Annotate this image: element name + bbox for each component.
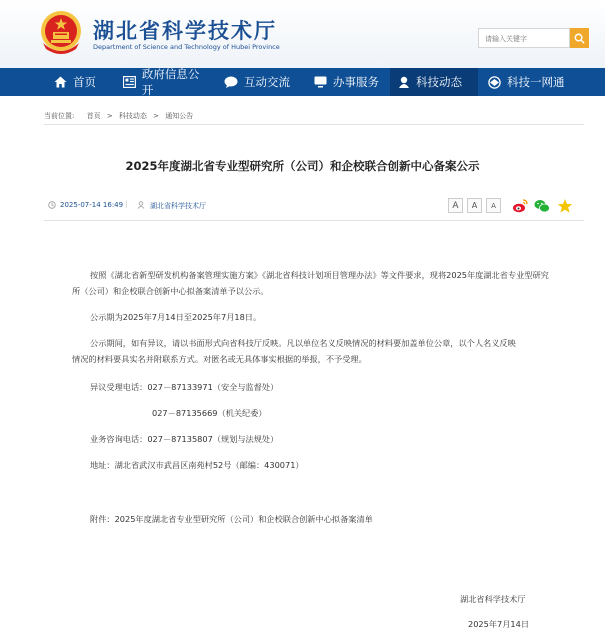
breadcrumb-separator: > (106, 112, 113, 120)
article-paragraph: 按照《湖北省新型研发机构备案管理实施方案》《湖北省科技计划项目管理办法》等文件要求，现将2025年度湖北省专业型研究所（公司）和企校联合创新中心拟备案清单予以公示。 (72, 270, 549, 296)
attachment-link[interactable]: 附件：2025年度湖北省专业型研究所（公司）和企校联合创新中心拟备案清单 (90, 514, 373, 524)
article-paragraph: 情况的材料要具实名并附联系方式。对匿名或无具体事实根据的举报，不予受理。 (72, 354, 367, 364)
breadcrumb-prefix: 当前位置: (44, 112, 75, 120)
divider (44, 124, 584, 125)
weibo-icon[interactable] (512, 198, 528, 214)
search-button[interactable] (570, 28, 589, 48)
search-input[interactable]: 请输入关键字 (478, 28, 570, 48)
nav-label: 首页 (73, 75, 96, 89)
nav-item-tech-news[interactable] (390, 68, 478, 96)
network-icon (488, 76, 501, 89)
breadcrumb (44, 111, 197, 121)
breadcrumb-item-home[interactable]: 首页 (86, 112, 101, 120)
objection-phone-2: 027－87135669（机关纪委） (152, 408, 267, 418)
consult-phone: 业务咨询电话：027－87135807（规划与法规处） (90, 434, 279, 444)
objection-phone-1: 异议受理电话：027－87133971（安全与监督处） (90, 382, 279, 392)
meta-separator: | (125, 200, 128, 208)
home-icon (54, 76, 67, 88)
font-small-button[interactable]: A (486, 198, 501, 213)
nav-item-one-network[interactable] (480, 68, 570, 96)
national-emblem-icon (38, 9, 84, 57)
nav-label: 办事服务 (333, 75, 379, 89)
nav-label: 科技动态 (416, 75, 462, 89)
clock-icon (48, 201, 56, 209)
publish-date: 2025-07-14 16:49 (60, 201, 124, 209)
nav-item-services[interactable] (306, 68, 386, 96)
divider (44, 220, 584, 221)
signature-date: 2025年7月14日 (468, 619, 530, 629)
nav-label: 科技一网通 (507, 75, 565, 89)
breadcrumb-separator: > (153, 112, 160, 120)
document-list-icon (123, 76, 136, 88)
font-medium-button[interactable]: A (467, 198, 482, 213)
nav-item-interaction[interactable] (216, 68, 296, 96)
article-source: 湖北省科学技术厅 (150, 202, 206, 210)
site-header (0, 0, 605, 68)
main-nav (0, 68, 605, 96)
wechat-icon[interactable] (534, 198, 550, 214)
article-paragraph: 公示期为2025年7月14日至2025年7月18日。 (90, 312, 262, 322)
article-paragraph: 公示期间，如有异议，请以书面形式向省科技厅反映。凡以单位名义反映情况的材料要加盖单位公章，以个人名义反映 (90, 338, 516, 348)
site-title[interactable]: 湖北省科学技术厅 (93, 19, 277, 43)
site-subtitle: Department of Science and Technology of Hubei Province (93, 43, 280, 51)
chat-bubble-icon (224, 76, 238, 88)
font-large-button[interactable]: A (448, 198, 463, 213)
star-favorite-icon[interactable] (557, 198, 573, 214)
breadcrumb-item-news[interactable]: 科技动态 (118, 112, 147, 120)
nav-label: 互动交流 (244, 75, 290, 89)
person-pin-icon (398, 76, 410, 89)
breadcrumb-item-notices[interactable]: 通知公告 (165, 112, 194, 120)
nav-item-gov-info[interactable] (115, 68, 210, 96)
article-title: 2025年度湖北省专业型研究所（公司）和企校联合创新中心备案公示 (125, 159, 480, 173)
nav-label: 政府信息公开 (141, 67, 200, 97)
address: 地址：湖北省武汉市武昌区南苑村52号（邮编：430071） (90, 460, 304, 470)
nav-item-home[interactable] (46, 68, 108, 96)
monitor-icon (314, 76, 327, 88)
search-icon (574, 33, 585, 44)
signature-org: 湖北省科学技术厅 (460, 594, 526, 604)
person-icon (137, 201, 145, 209)
